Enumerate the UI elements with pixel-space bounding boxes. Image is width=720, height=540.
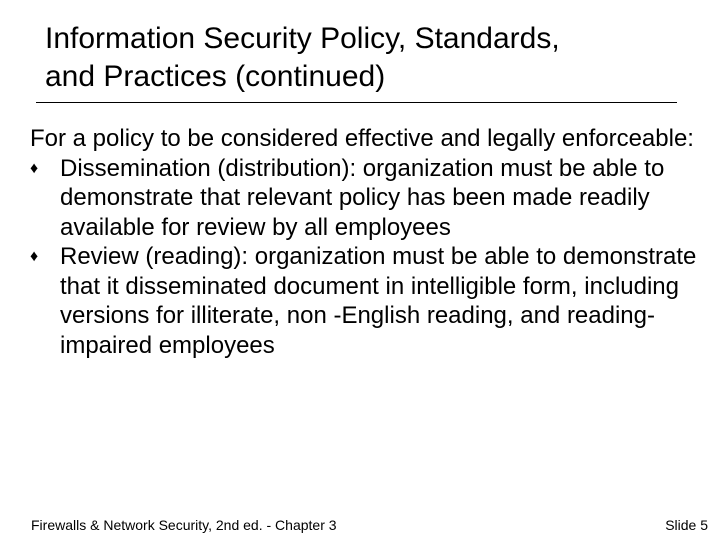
diamond-bullet-icon: ♦ — [30, 159, 39, 177]
bullet-item-dissemination — [30, 154, 700, 243]
slide-title — [45, 20, 695, 96]
bullet-item-review — [30, 242, 700, 360]
slide-body — [30, 124, 700, 360]
intro-text: For a policy to be considered effective and legally enforceable: — [30, 125, 694, 152]
title-divider — [36, 102, 677, 103]
slide-title-line-1: Information Security Policy, Standards, — [45, 22, 560, 55]
slide-number: Slide 5 — [665, 517, 708, 533]
bullet-text: Dissemination (distribution): organization must be able to demonstrate that relevant policy has been made readily available for review by all employees — [60, 154, 665, 241]
bullet-list — [30, 154, 700, 361]
footer-source: Firewalls & Network Security, 2nd ed. - Chapter 3 — [31, 517, 337, 533]
diamond-bullet-icon: ♦ — [30, 248, 39, 265]
slide-title-line-2: and Practices (continued) — [45, 60, 386, 93]
bullet-text: Review (reading): organization must be able to demonstrate that it disseminated document in intelligible form, including versions for illiterate, non -English reading, and reading-impaired employees — [60, 243, 697, 359]
